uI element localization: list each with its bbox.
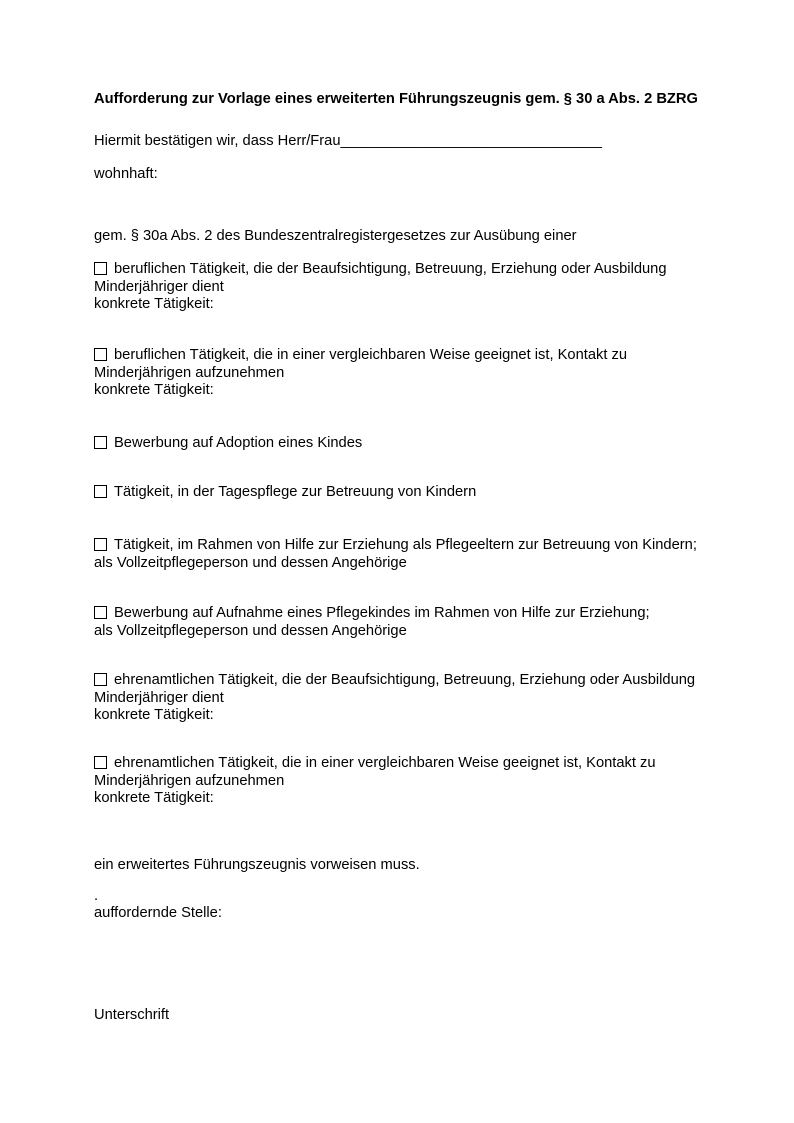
- checkbox-item-label: ehrenamtlichen Tätigkeit, die der Beaufsichtigung, Betreuung, Erziehung oder Ausbildung: [114, 672, 696, 688]
- checkbox-item-label: Tätigkeit, in der Tagespflege zur Betreuung von Kindern: [114, 484, 477, 500]
- concrete-activity-label: konkrete Tätigkeit:: [94, 790, 214, 806]
- checkbox[interactable]: [94, 756, 107, 769]
- checkbox-item-adoption: [94, 435, 754, 453]
- concrete-activity-label: konkrete Tätigkeit:: [94, 296, 214, 312]
- checkbox-item-pflegeeltern: [94, 537, 754, 555]
- checkbox-item-label-continuation: Minderjährigen aufzunehmen: [94, 772, 285, 789]
- checkbox[interactable]: [94, 262, 107, 275]
- checkbox-item-label: ehrenamtlichen Tätigkeit, die in einer vergleichbaren Weise geeignet ist, Kontakt zu: [114, 755, 656, 771]
- checkbox[interactable]: [94, 436, 107, 449]
- checkbox[interactable]: [94, 538, 107, 551]
- signature-label: Unterschrift: [94, 1007, 170, 1023]
- checkbox-item-label-continuation: Minderjähriger dient: [94, 278, 224, 295]
- checkbox-item-label-continuation: als Vollzeitpflegeperson und dessen Angehörige: [94, 622, 407, 639]
- closing-line: ein erweitertes Führungszeugnis vorweisen muss.: [94, 857, 420, 873]
- checkbox-item-pflegekind-aufnahme: [94, 605, 754, 623]
- checkbox-item-ehrenamtliche-beaufsichtigung: [94, 672, 754, 690]
- concrete-activity-label: konkrete Tätigkeit:: [94, 382, 214, 398]
- checkbox[interactable]: [94, 348, 107, 361]
- dot-line: .: [94, 888, 99, 904]
- checkbox-item-ehrenamtliche-kontakt: [94, 755, 754, 773]
- checkbox-item-label-continuation: Minderjährigen aufzunehmen: [94, 364, 285, 381]
- checkbox-item-label: beruflichen Tätigkeit, die in einer vergleichbaren Weise geeignet ist, Kontakt zu: [114, 347, 628, 363]
- checkbox-item-label: Tätigkeit, im Rahmen von Hilfe zur Erziehung als Pflegeeltern zur Betreuung von Kindern;: [114, 537, 697, 553]
- confirmation-text: Hiermit bestätigen wir, dass Herr/Frau: [94, 133, 341, 149]
- checkbox[interactable]: [94, 485, 107, 498]
- checkbox[interactable]: [94, 673, 107, 686]
- purpose-line: gem. § 30a Abs. 2 des Bundeszentralregistergesetzes zur Ausübung einer: [94, 228, 577, 244]
- checkbox-item-label-continuation: als Vollzeitpflegeperson und dessen Angehörige: [94, 554, 407, 571]
- checkbox[interactable]: [94, 606, 107, 619]
- checkbox-item-tagespflege: [94, 484, 754, 502]
- concrete-activity-label: konkrete Tätigkeit:: [94, 707, 214, 723]
- requesting-office-label: auffordernde Stelle:: [94, 905, 222, 921]
- checkbox-item-berufliche-kontakt: [94, 347, 754, 365]
- confirmation-line: [94, 133, 754, 151]
- name-blank-field: ________________________________: [340, 133, 602, 149]
- checkbox-item-berufliche-beaufsichtigung: [94, 261, 754, 279]
- document-title: Aufforderung zur Vorlage eines erweiterten Führungszeugnis gem. § 30 a Abs. 2 BZRG: [94, 91, 698, 107]
- checkbox-item-label: Bewerbung auf Aufnahme eines Pflegekindes im Rahmen von Hilfe zur Erziehung;: [114, 605, 650, 621]
- checkbox-item-label: Bewerbung auf Adoption eines Kindes: [114, 435, 363, 451]
- checkbox-item-label-continuation: Minderjähriger dient: [94, 689, 224, 706]
- residence-label: wohnhaft:: [94, 166, 158, 182]
- checkbox-item-label: beruflichen Tätigkeit, die der Beaufsichtigung, Betreuung, Erziehung oder Ausbildung: [114, 261, 667, 277]
